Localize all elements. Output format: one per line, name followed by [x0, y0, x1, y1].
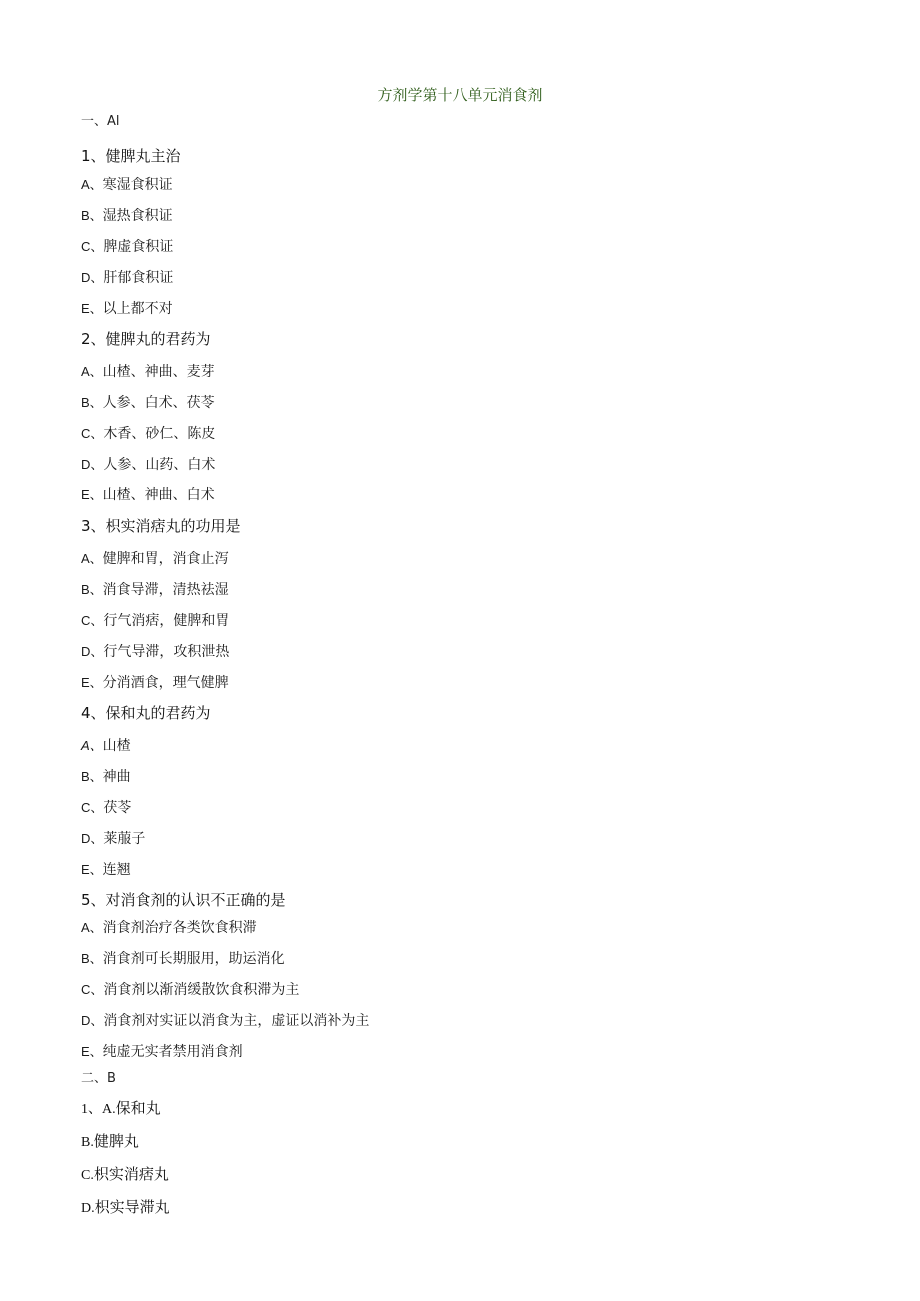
option-text: 脾虚食积证: [103, 239, 174, 255]
option-text: 行气消痞，健脾和胃: [103, 613, 230, 629]
option-text: 人参、山药、白术: [103, 457, 216, 473]
option-letter: C、: [81, 239, 104, 254]
document-title: 方剂学第十八单元消食剂: [377, 86, 543, 104]
question-1-option-c: [81, 237, 173, 257]
option-letter: B、: [81, 951, 103, 966]
question-3-option-a: [81, 549, 229, 569]
option-text: 湿热食积证: [102, 208, 173, 224]
option-text: 神曲: [102, 769, 131, 785]
question-2-option-c: [81, 424, 215, 444]
option-text: 莱菔子: [103, 831, 146, 847]
option-letter: D、: [81, 1013, 104, 1028]
option-text: 以上都不对: [102, 301, 173, 317]
question-2-option-e: [81, 485, 215, 505]
question-1-option-e: [81, 299, 173, 319]
option-letter: D、: [81, 457, 104, 472]
option-text: 分消酒食，理气健脾: [102, 675, 229, 691]
option-letter: E、: [81, 301, 103, 316]
option-text: 消食导滞，清热祛湿: [102, 582, 229, 598]
option-text: 茯苓: [103, 800, 132, 816]
b-item-text: 保和丸: [115, 1099, 161, 1117]
option-text: 消食剂以渐消缓散饮食积滞为主: [103, 982, 300, 998]
question-3-option-d: [81, 642, 229, 662]
option-text: 连翘: [102, 862, 131, 878]
option-text: 消食剂对实证以消食为主，虚证以消补为主: [103, 1013, 370, 1029]
b-item-d: [81, 1197, 170, 1219]
question-3-stem: 3、枳实消痞丸的功用是: [81, 517, 241, 535]
question-4-option-e: [81, 860, 131, 880]
option-letter: E、: [81, 487, 103, 502]
question-4-stem: 4、保和丸的君药为: [81, 704, 211, 722]
question-2-option-d: [81, 455, 215, 475]
option-letter: A、: [81, 364, 103, 379]
option-letter: C、: [81, 982, 104, 997]
option-text: 纯虚无实者禁用消食剂: [102, 1044, 243, 1060]
question-2-option-b: [81, 393, 215, 413]
b-item-b: [81, 1131, 139, 1153]
question-4-option-b: [81, 767, 131, 787]
b-item-text: 枳实导滞丸: [94, 1198, 170, 1216]
option-letter: A、: [81, 920, 103, 935]
question-2-option-a: [81, 362, 215, 382]
option-text: 木香、砂仁、陈皮: [103, 426, 216, 442]
option-text: 山楂、神曲、麦芽: [102, 364, 215, 380]
option-text: 寒湿食积证: [102, 177, 173, 193]
question-5-option-b: [81, 949, 285, 969]
question-5-option-c: [81, 980, 299, 1000]
option-text: 行气导滞，攻积泄热: [103, 644, 230, 660]
b-item-text: 枳实消痞丸: [93, 1165, 169, 1183]
option-letter: C、: [81, 613, 104, 628]
option-text: 健脾和胃，消食止泻: [102, 551, 229, 567]
question-3-option-e: [81, 673, 229, 693]
option-letter: C、: [81, 426, 104, 441]
option-text: 山楂: [102, 738, 131, 754]
b-item-prefix: D.: [81, 1201, 95, 1216]
option-letter: D、: [81, 270, 104, 285]
b-item-prefix: B.: [81, 1135, 94, 1150]
option-text: 肝郁食积证: [103, 270, 174, 286]
option-letter: E、: [81, 675, 103, 690]
option-text: 消食剂可长期服用，助运消化: [102, 951, 285, 967]
option-letter: B、: [81, 395, 103, 410]
option-letter: D、: [81, 831, 104, 846]
section-heading-a1: 一、Al: [81, 114, 120, 129]
b-item-a: [81, 1098, 161, 1120]
question-5-stem: 5、对消食剂的认识不正确的是: [81, 891, 286, 909]
question-4-option-d: [81, 829, 145, 849]
option-text: 山楂、神曲、白术: [102, 487, 215, 503]
question-4-option-a: [81, 736, 131, 756]
option-text: 消食剂治疗各类饮食积滞: [102, 920, 257, 936]
question-4-option-c: [81, 798, 131, 818]
question-1-option-b: [81, 206, 173, 226]
question-5-option-e: [81, 1042, 243, 1062]
option-text: 人参、白术、茯苓: [102, 395, 215, 411]
b-item-prefix: C.: [81, 1168, 94, 1183]
question-2-stem: 2、健脾丸的君药为: [81, 330, 211, 348]
option-letter: A、: [81, 738, 103, 753]
question-1-stem: 1、健脾丸主治: [81, 147, 181, 165]
option-letter: A、: [81, 551, 103, 566]
question-3-option-b: [81, 580, 229, 600]
section-heading-b: 二、B: [81, 1071, 116, 1086]
option-letter: B、: [81, 582, 103, 597]
option-letter: C、: [81, 800, 104, 815]
question-1-option-a: [81, 175, 173, 195]
question-5-option-a: [81, 918, 257, 938]
option-letter: E、: [81, 1044, 103, 1059]
option-letter: A、: [81, 177, 103, 192]
b-item-text: 健脾丸: [93, 1132, 139, 1150]
question-3-option-c: [81, 611, 229, 631]
option-letter: D、: [81, 644, 104, 659]
question-5-option-d: [81, 1011, 369, 1031]
option-letter: B、: [81, 769, 103, 784]
b-item-c: [81, 1164, 169, 1186]
option-letter: B、: [81, 208, 103, 223]
question-1-option-d: [81, 268, 173, 288]
option-letter: E、: [81, 862, 103, 877]
b-item-prefix: 1、A.: [81, 1102, 116, 1117]
